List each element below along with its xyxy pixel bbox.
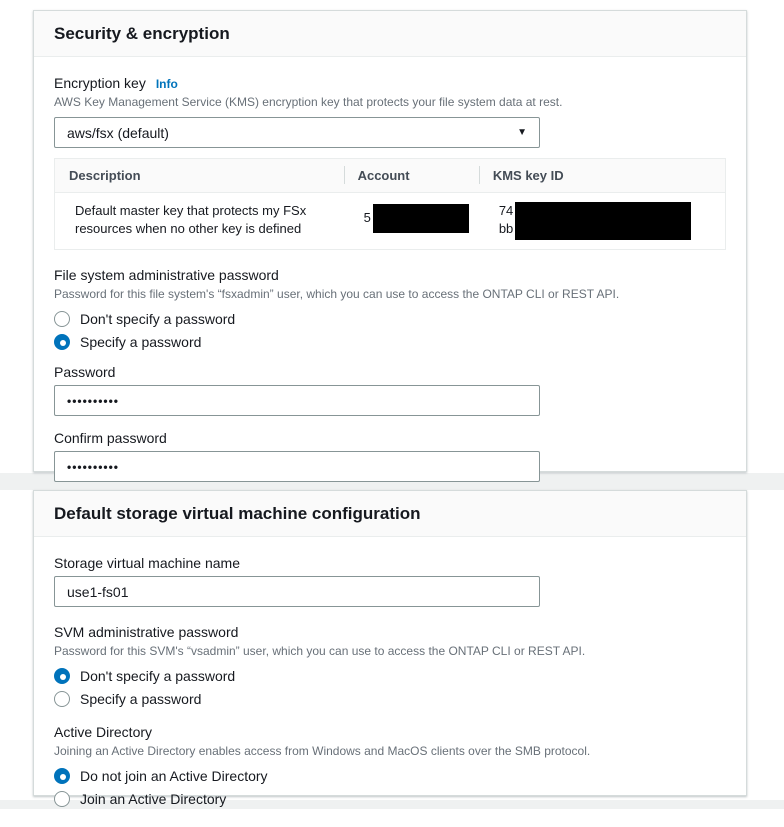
radio-dont-specify-password[interactable]: Don't specify a password bbox=[54, 311, 726, 327]
kms-key-description-cell: Default master key that protects my FSx resources when no other key is defined bbox=[75, 203, 307, 236]
table-header-row bbox=[55, 159, 726, 193]
fs-admin-password-label: File system administrative password bbox=[54, 267, 279, 283]
svm-name-input[interactable] bbox=[54, 576, 540, 607]
radio-unselected-icon[interactable] bbox=[54, 691, 70, 707]
encryption-key-description: AWS Key Management Service (KMS) encryption key that protects your file system data at rest. bbox=[54, 95, 563, 109]
svm-configuration-panel bbox=[33, 490, 747, 807]
encryption-key-label: Encryption key bbox=[54, 75, 146, 91]
panel-header bbox=[34, 491, 746, 537]
panel-title: Security & encryption bbox=[54, 24, 230, 43]
fs-admin-password-description: Password for this file system's “fsxadmin” user, which you can use to access the ONTAP CLI or REST API. bbox=[54, 287, 620, 301]
kms-key-id-cell bbox=[499, 202, 715, 240]
radio-unselected-icon[interactable] bbox=[54, 791, 70, 807]
active-directory-label: Active Directory bbox=[54, 724, 153, 740]
radio-do-not-join-ad[interactable]: Do not join an Active Directory bbox=[54, 768, 726, 784]
kms-key-id-prefix-line2: bb bbox=[498, 221, 514, 236]
column-header-account: Account bbox=[344, 159, 479, 193]
account-cell bbox=[364, 202, 469, 233]
radio-dont-specify-svm-password[interactable]: Don't specify a password bbox=[54, 668, 726, 684]
security-encryption-panel bbox=[33, 10, 747, 472]
redacted-account-value bbox=[373, 204, 469, 233]
radio-selected-icon[interactable] bbox=[54, 768, 70, 784]
svm-password-radio-group bbox=[54, 668, 726, 707]
info-link[interactable]: Info bbox=[155, 77, 178, 91]
radio-unselected-icon[interactable] bbox=[54, 311, 70, 327]
radio-join-ad[interactable]: Join an Active Directory bbox=[54, 791, 726, 807]
encryption-key-selected-value: aws/fsx (default) bbox=[67, 124, 169, 141]
password-label: Password bbox=[54, 364, 116, 380]
chevron-down-icon: ▼ bbox=[517, 126, 527, 138]
column-header-description: Description bbox=[69, 168, 141, 183]
account-value-prefix: 5 bbox=[363, 209, 371, 225]
confirm-password-label: Confirm password bbox=[54, 430, 167, 446]
redacted-kms-key-id bbox=[515, 202, 691, 240]
kms-key-table bbox=[54, 158, 726, 250]
radio-specify-svm-password[interactable]: Specify a password bbox=[54, 691, 726, 707]
column-header-kms-key-id: KMS key ID bbox=[479, 159, 726, 193]
table-row[interactable] bbox=[55, 193, 726, 250]
panel-header bbox=[34, 11, 746, 57]
active-directory-radio-group bbox=[54, 768, 726, 807]
radio-selected-icon[interactable] bbox=[54, 668, 70, 684]
confirm-password-input[interactable] bbox=[54, 451, 540, 482]
active-directory-description: Joining an Active Directory enables access from Windows and MacOS clients over the SMB protocol. bbox=[54, 744, 591, 758]
svm-admin-password-description: Password for this SVM's “vsadmin” user, which you can use to access the ONTAP CLI or REST API. bbox=[54, 644, 586, 658]
radio-specify-password[interactable]: Specify a password bbox=[54, 334, 726, 350]
svm-admin-password-label: SVM administrative password bbox=[54, 624, 239, 640]
panel-title: Default storage virtual machine configuration bbox=[54, 504, 421, 523]
radio-selected-icon[interactable] bbox=[54, 334, 70, 350]
password-input[interactable] bbox=[54, 385, 540, 416]
fs-password-radio-group bbox=[54, 311, 726, 350]
encryption-key-select[interactable] bbox=[54, 117, 540, 148]
kms-key-id-prefix-line1: 74 bbox=[498, 203, 514, 218]
svm-name-label: Storage virtual machine name bbox=[54, 555, 240, 571]
